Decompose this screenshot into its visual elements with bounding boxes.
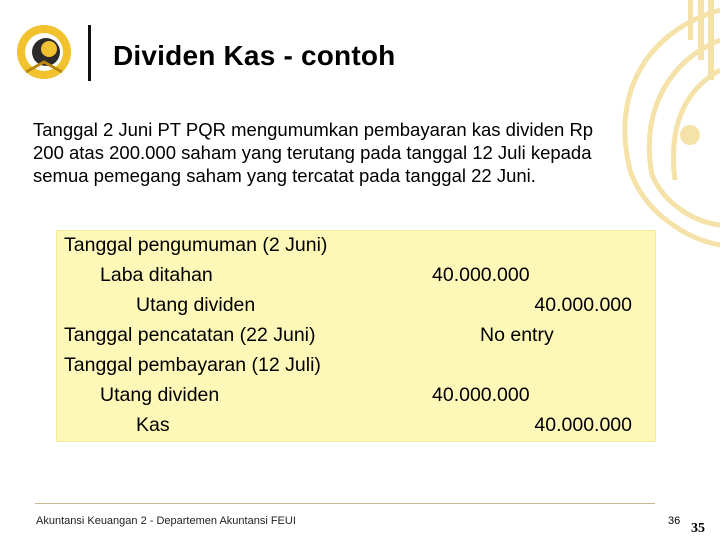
slide-number: 36: [668, 515, 681, 527]
journal-row: [56, 384, 656, 414]
journal-row: [56, 354, 656, 384]
journal-note: No entry: [480, 324, 554, 346]
intro-paragraph: Tanggal 2 Juni PT PQR mengumumkan pembayaran kas dividen Rp 200 atas 200.000 saham yang terutang pada tanggal 12 Juli kepada semua pemegang saham yang tercatat pada tanggal 22 Juni.: [33, 119, 594, 186]
journal-label: Tanggal pembayaran (12 Juli): [64, 354, 321, 376]
journal-debit: 40.000.000: [432, 384, 530, 406]
journal-debit: 40.000.000: [432, 264, 530, 286]
slide-title: Dividen Kas - contoh: [113, 40, 396, 71]
footer-caption: Akuntansi Keuangan 2 - Departemen Akuntansi FEUI: [36, 515, 296, 527]
journal-row: [56, 294, 656, 324]
journal-entries-box: [56, 230, 656, 442]
footer-divider: [35, 503, 655, 504]
journal-label: Kas: [136, 414, 170, 436]
journal-credit: 40.000.000: [534, 414, 632, 436]
journal-label: Utang dividen: [136, 294, 256, 316]
title-divider: [88, 25, 91, 81]
journal-row: [56, 234, 656, 264]
journal-row: [56, 264, 656, 294]
journal-label: Tanggal pencatatan (22 Juni): [64, 324, 316, 346]
journal-credit: 40.000.000: [534, 294, 632, 316]
journal-row: [56, 324, 656, 354]
journal-row: [56, 414, 656, 444]
journal-label: Laba ditahan: [100, 264, 213, 286]
journal-label: Tanggal pengumuman (2 Juni): [64, 234, 328, 256]
university-logo-icon: [14, 22, 74, 82]
journal-label: Utang dividen: [100, 384, 220, 406]
page-number: 35: [691, 521, 705, 536]
